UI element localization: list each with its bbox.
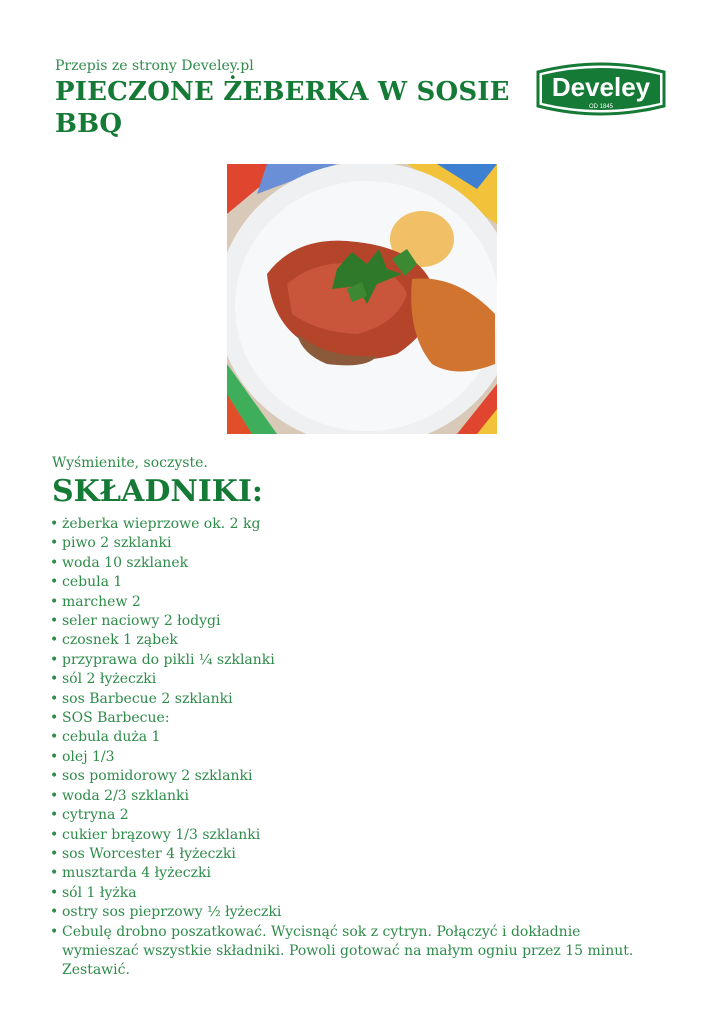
- list-item: • cukier brązowy 1/3 szklanki: [50, 826, 650, 845]
- list-item: • cebula 1: [50, 573, 650, 592]
- list-item: • woda 10 szklanek: [50, 554, 650, 573]
- list-item: • żeberka wieprzowe ok. 2 kg: [50, 515, 650, 534]
- source-line: Przepis ze strony Develey.pl: [55, 58, 254, 74]
- list-item: • cytryna 2: [50, 806, 650, 825]
- list-item: • sól 1 łyżka: [50, 884, 650, 903]
- list-item: • Cebulę drobno poszatkować. Wycisnąć sok z cytryn. Połączyć i dokładnie wymieszać wszystkie składniki. Powoli gotować na małym ogniu przez 15 minut. Zestawić.: [50, 923, 650, 981]
- recipe-title: PIECZONE ŻEBERKA W SOSIE BBQ: [55, 77, 510, 139]
- list-item: • ostry sos pieprzowy ½ łyżeczki: [50, 903, 650, 922]
- list-item: • przyprawa do pikli ¼ szklanki: [50, 651, 650, 670]
- logo-brand-text: Develey: [551, 72, 651, 102]
- list-item: • cebula duża 1: [50, 728, 650, 747]
- develey-logo: [532, 58, 670, 122]
- list-item: • sos Worcester 4 łyżeczki: [50, 845, 650, 864]
- list-item: • olej 1/3: [50, 748, 650, 767]
- ingredients-list: [50, 515, 650, 981]
- list-item: • marchew 2: [50, 593, 650, 612]
- list-item: • sos pomidorowy 2 szklanki: [50, 767, 650, 786]
- list-item: • musztarda 4 łyżeczki: [50, 864, 650, 883]
- recipe-photo: [227, 164, 497, 434]
- recipe-intro: Wyśmienite, soczyste.: [52, 455, 208, 471]
- list-item: • piwo 2 szklanki: [50, 534, 650, 553]
- list-item: • sos Barbecue 2 szklanki: [50, 690, 650, 709]
- list-item: • seler naciowy 2 łodygi: [50, 612, 650, 631]
- list-item: • woda 2/3 szklanki: [50, 787, 650, 806]
- list-item: • sól 2 łyżeczki: [50, 670, 650, 689]
- list-item: • SOS Barbecue:: [50, 709, 650, 728]
- ingredients-heading: SKŁADNIKI:: [52, 474, 263, 509]
- list-item: • czosnek 1 ząbek: [50, 631, 650, 650]
- logo-since-text: OD 1845: [588, 104, 614, 110]
